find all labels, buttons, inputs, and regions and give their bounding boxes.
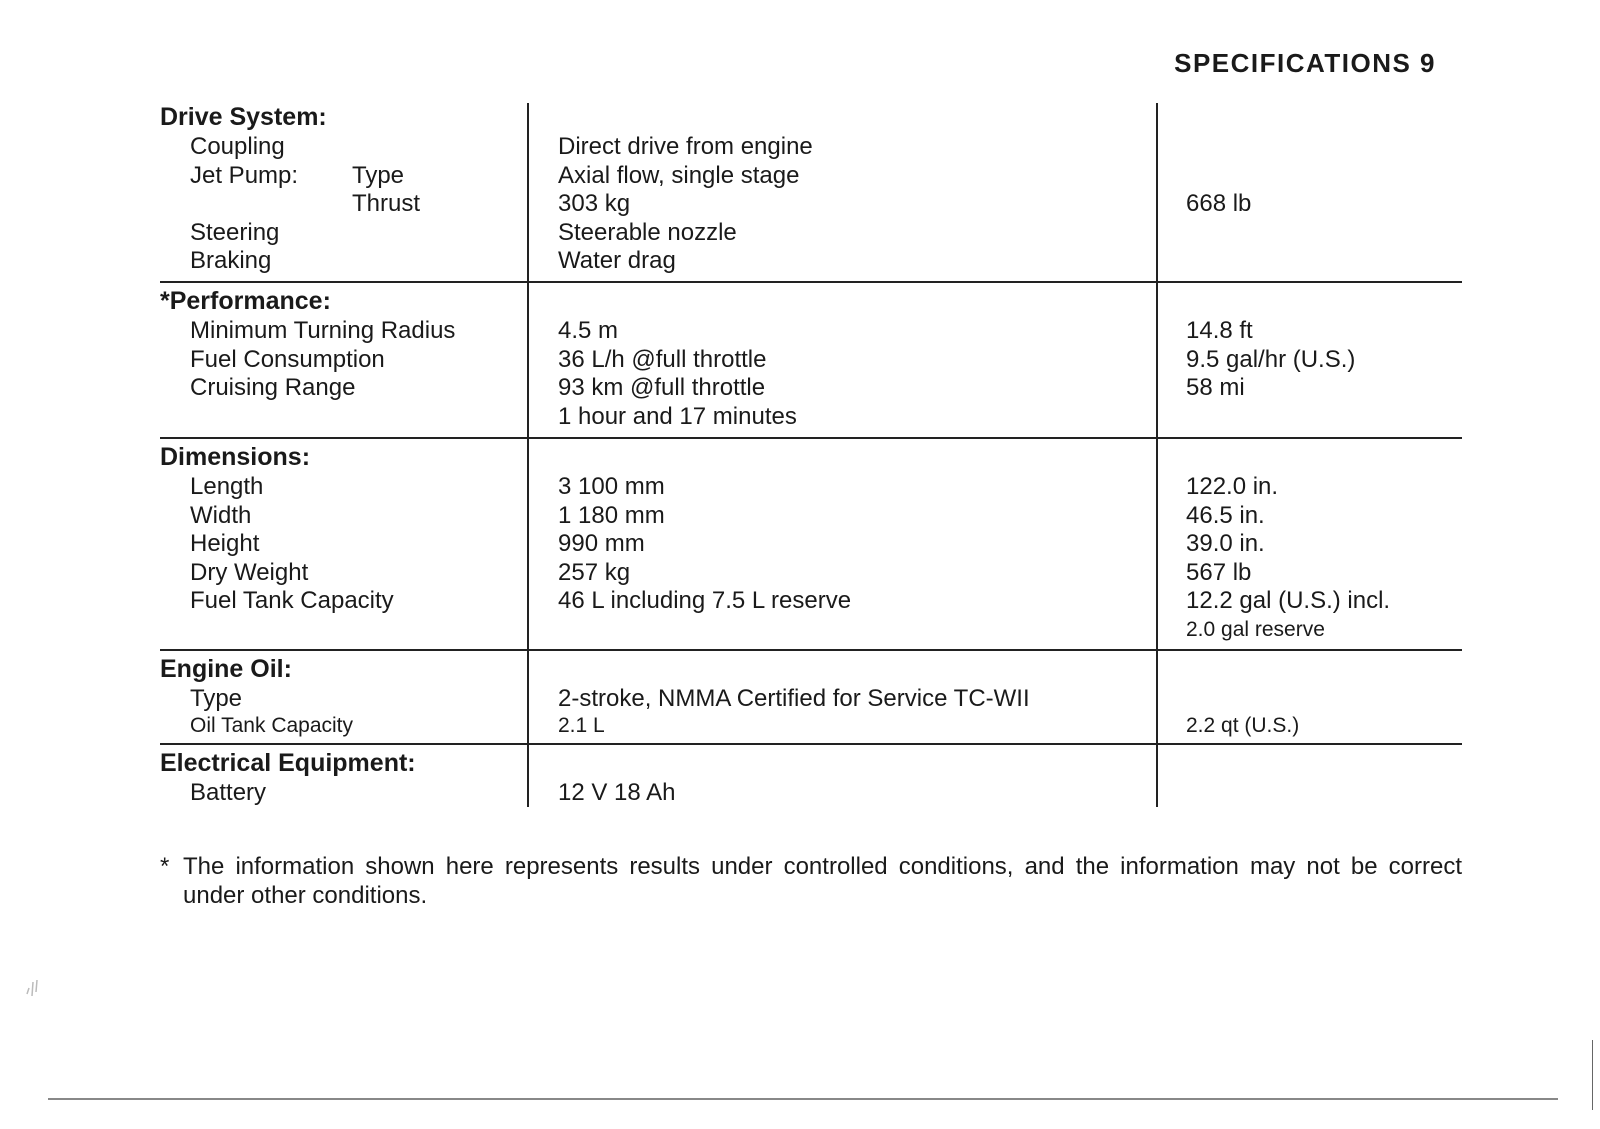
table-row: Fuel Consumption 36 L/h @full throttle 9.5 gal/hr (U.S.) [190,345,1356,373]
section-performance [160,283,1462,439]
table-row: Coupling Direct drive from engine [190,133,813,160]
footnote-marker: * [160,853,170,880]
table-row: Cruising Range 93 km @full throttle 58 mi [190,374,1245,401]
section-dimensions [160,439,1462,651]
table-row: Minimum Turning Radius 4.5 m 14.8 ft [190,317,1253,344]
table-row: 2.0 gal reserve [1186,617,1325,641]
table-row: Dry Weight 257 kg 567 lb [190,558,1252,586]
section-drive-system [160,103,1462,283]
table-row: Fuel Tank Capacity 46 L including 7.5 L reserve 12.2 gal (U.S.) incl. [190,587,1391,614]
table-row: Battery 12 V 18 Ah [190,779,676,806]
section-electrical-equipment [160,745,1462,809]
section-title: *Performance: [160,287,331,315]
table-row: Steering Steerable nozzle [190,218,737,246]
section-title: Drive System: [160,103,327,131]
section-engine-oil [160,651,1462,745]
table-row: Type 2-stroke, NMMA Certified for Service TC-WII [190,685,1030,712]
table-row: Height 990 mm 39.0 in. [190,530,1265,557]
table-row: Jet Pump: Type Axial flow, single stage [190,161,800,189]
scan-artifact-icon [24,974,42,998]
table-row: Length 3 100 mm 122.0 in. [190,473,1279,500]
page-title: SPECIFICATIONS 9 [1174,48,1436,78]
table-row: Braking Water drag [190,247,676,274]
footnote-text: The information shown here represents results under controlled conditions, and the information may not be correct under other conditions. [183,853,1462,909]
section-title: Electrical Equipment: [160,749,416,777]
table-row: Oil Tank Capacity 2.1 L 2.2 qt (U.S.) [190,713,1300,737]
specifications-table [160,103,1462,809]
table-row: Width 1 180 mm 46.5 in. [190,501,1265,529]
table-row: 1 hour and 17 minutes [558,402,797,430]
section-title: Engine Oil: [160,655,292,683]
footnote [160,852,1462,910]
bottom-edge-rule [48,1098,1558,1100]
right-edge-rule [1592,1040,1593,1110]
table-row: Thrust 303 kg 668 lb [352,190,1252,217]
section-title: Dimensions: [160,443,311,471]
